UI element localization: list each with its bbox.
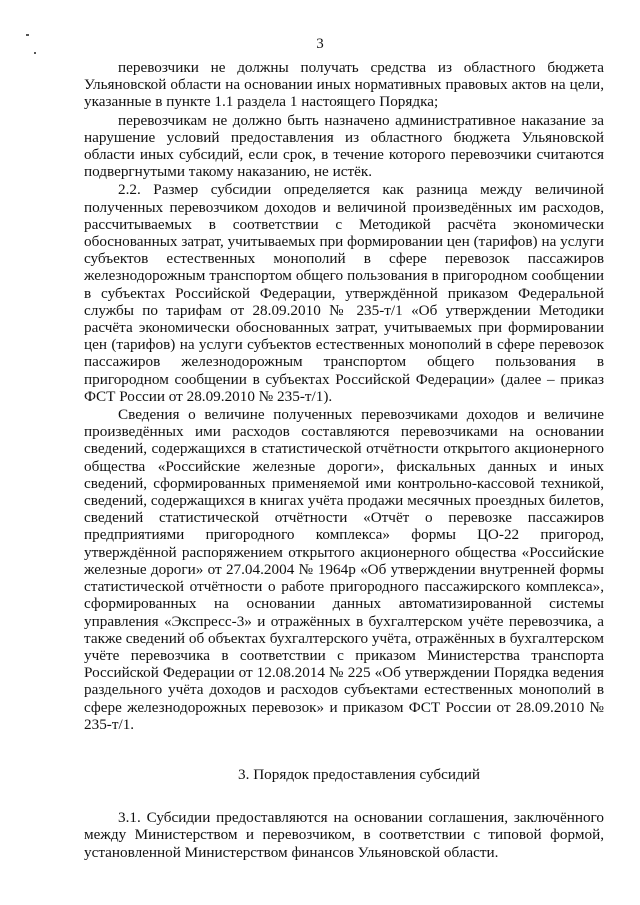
page-number: 3 <box>316 36 324 52</box>
section-heading: 3. Порядок предоставления субсидий <box>238 765 480 783</box>
paragraph-2-2: 2.2. Размер субсидии определяется как разница между величиной полученных перевозчиком доходов и величиной произведённых им расходов, рассчитываемых в соответствии с Методикой расчёта экономически обоснованных затрат, учитываемых при формировании цен (тарифов) на услуги субъектов естественных монополий в сфере перевозок пассажиров железнодорожным транспортом общего пользования в пригородном сообщении в субъектах Российской Федерации, утверждённой приказом Федеральной службы по тарифам от 28.09.2010 № 235-т/1 «Об утверждении Методики расчёта экономически обоснованных затрат, учитываемых при формировании цен (тарифов) на услуги субъектов естественных монополий в сфере перевозок пассажиров железнодорожным транспортом общего пользования в пригородном сообщении в субъектах Российской Федерации» (далее – приказ ФСТ России от 28.09.2010 № 235-т/1). <box>84 181 604 405</box>
paragraph-2: перевозчикам не должно быть назначено административное наказание за нарушение условий предоставления из областного бюджета Ульяновской области иных субсидий, если срок, в течение которого перевозчики считаются подвергнутыми такому наказанию, не истёк. <box>84 111 604 181</box>
paragraph-1: перевозчики не должны получать средства из областного бюджета Ульяновской области на основании иных нормативных правовых актов на цели, указанные в пункте 1.1 раздела 1 настоящего Порядка; <box>84 59 604 111</box>
document-body <box>84 59 604 861</box>
paragraph-info: Сведения о величине полученных перевозчиками доходов и величине произведённых ими расходов составляются перевозчиками на основании сведений, содержащихся в статистической отчётности открытого акционерного общества «Российские железные дороги», фискальных данных и иных сведений, сформированных применяемой ими контрольно-кассовой техникой, сведений, содержащихся в книгах учёта продажи месячных проездных билетов, сведений статистической отчётности «Отчёт о перевозке пассажиров предприятиями пригородного комплекса» формы ЦО-22 пригород, утверждённой распоряжением открытого акционерного общества «Российские железные дороги» от 27.04.2004 № 1964р «Об утверждении внутренней формы статистической отчётности о работе пригородного пассажирского комплекса», сформированных на основании данных автоматизированной системы управления «Экспресс-3» и отражённых в бухгалтерском учёте перевозчика, а также сведений об объектах бухгалтерского учёта, отражённых в бухгалтерском учёте перевозчика в соответствии с приказом Министерства транспорта Российской Федерации от 12.08.2014 № 225 «Об утверждении Порядка ведения раздельного учёта доходов и расходов субъектами естественных монополий в сфере железнодорожных перевозок» и приказом ФСТ России от 28.09.2010 № 235-т/1. <box>84 406 604 733</box>
paragraph-3-1: 3.1. Субсидии предоставляются на основании соглашения, заключённого между Министерством и перевозчиком, в соответствии с типовой формой, установленной Министерством финансов Ульяновской области. <box>84 809 604 861</box>
